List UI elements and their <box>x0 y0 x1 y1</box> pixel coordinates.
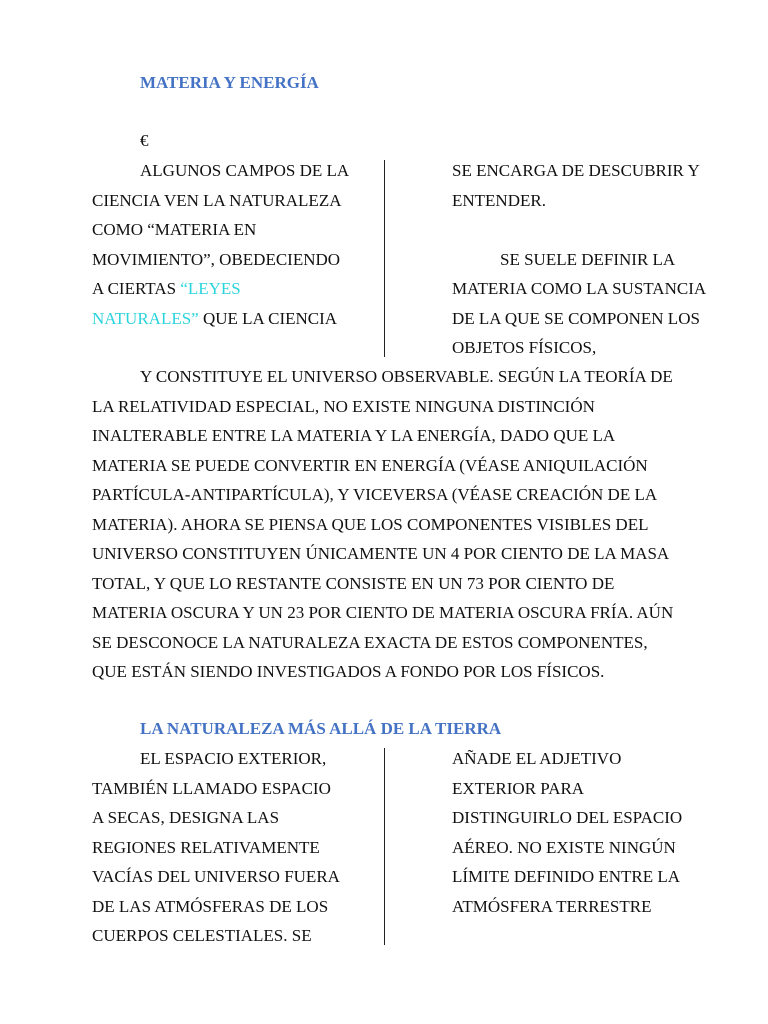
section2-left-column <box>92 744 340 951</box>
text-line: MATERIA COMO LA SUSTANCIA <box>452 279 707 298</box>
text-line: EXTERIOR PARA <box>452 778 585 798</box>
text-line: Y CONSTITUYE EL UNIVERSO OBSERVABLE. SEGÚN LA TEORÍA DE <box>140 367 673 386</box>
text-line: DE LAS ATMÓSFERAS DE LOS <box>92 896 329 916</box>
text-line: SE ENCARGA DE DESCUBRIR Y <box>452 161 700 180</box>
text-line: MOVIMIENTO”, OBEDECIENDO <box>92 249 341 269</box>
section1-paragraph <box>92 362 673 687</box>
section-heading-materia-energia: MATERIA Y ENERGÍA <box>140 73 319 92</box>
text-line: REGIONES RELATIVAMENTE <box>92 837 320 857</box>
text-line: MATERIA). AHORA SE PIENSA QUE LOS COMPONENTES VISIBLES DEL <box>92 514 649 534</box>
text-line: MATERIA OSCURA Y UN 23 POR CIENTO DE MATERIA OSCURA FRÍA. AÚN <box>92 603 674 622</box>
text-span: A CIERTAS <box>92 279 181 298</box>
text-line <box>452 215 706 245</box>
text-line: A SECAS, DESIGNA LAS <box>92 808 280 827</box>
text-line <box>92 304 349 334</box>
text-line: TOTAL, Y QUE LO RESTANTE CONSISTE EN UN 73 POR CIENTO DE <box>92 573 615 593</box>
text-line: UNIVERSO CONSTITUYEN ÚNICAMENTE UN 4 POR CIENTO DE LA MASA <box>92 544 670 563</box>
text-line: QUE ESTÁN SIENDO INVESTIGADOS A FONDO POR LOS FÍSICOS. <box>92 662 605 681</box>
text-line: ENTENDER. <box>452 190 546 210</box>
euro-symbol: € <box>140 131 149 150</box>
text-line: LA RELATIVIDAD ESPECIAL, NO EXISTE NINGUNA DISTINCIÓN <box>92 396 595 416</box>
section-heading-naturaleza-tierra: LA NATURALEZA MÁS ALLÁ DE LA TIERRA <box>140 719 502 738</box>
text-line: SE DESCONOCE LA NATURALEZA EXACTA DE ESTOS COMPONENTES, <box>92 632 648 652</box>
text-line: AÑADE EL ADJETIVO <box>452 749 622 768</box>
highlight-naturales: NATURALES” <box>92 308 199 328</box>
section2-right-column <box>452 744 682 921</box>
text-line: EL ESPACIO EXTERIOR, <box>140 749 327 768</box>
section1-right-column <box>452 156 706 363</box>
text-line: OBJETOS FÍSICOS, <box>452 338 597 357</box>
text-line: LÍMITE DEFINIDO ENTRE LA <box>452 867 681 886</box>
text-span: QUE LA CIENCIA <box>198 308 338 328</box>
text-line: CUERPOS CELESTIALES. SE <box>92 926 312 945</box>
text-line: CIENCIA VEN LA NATURALEZA <box>92 190 342 210</box>
text-line: PARTÍCULA-ANTIPARTÍCULA), Y VICEVERSA (VÉASE CREACIÓN DE LA <box>92 485 658 504</box>
text-line: DE LA QUE SE COMPONEN LOS <box>452 308 700 328</box>
text-line: COMO “MATERIA EN <box>92 220 257 239</box>
text-line: DISTINGUIRLO DEL ESPACIO <box>452 808 683 827</box>
text-line: VACÍAS DEL UNIVERSO FUERA <box>92 867 340 886</box>
text-line: SE SUELE DEFINIR LA <box>500 249 676 269</box>
text-line: INALTERABLE ENTRE LA MATERIA Y LA ENERGÍA, DADO QUE LA <box>92 426 616 445</box>
text-line: AÉREO. NO EXISTE NINGÚN <box>452 837 676 857</box>
section1-left-column <box>92 156 349 333</box>
text-line: MATERIA SE PUEDE CONVERTIR EN ENERGÍA (VÉASE ANIQUILACIÓN <box>92 455 648 475</box>
column-divider <box>384 160 385 357</box>
text-line: ALGUNOS CAMPOS DE LA <box>140 161 350 180</box>
text-line: ATMÓSFERA TERRESTRE <box>452 896 652 916</box>
text-line <box>92 274 349 304</box>
highlight-leyes: “LEYES <box>180 279 241 298</box>
text-line: TAMBIÉN LLAMADO ESPACIO <box>92 778 331 798</box>
column-divider <box>384 748 385 945</box>
